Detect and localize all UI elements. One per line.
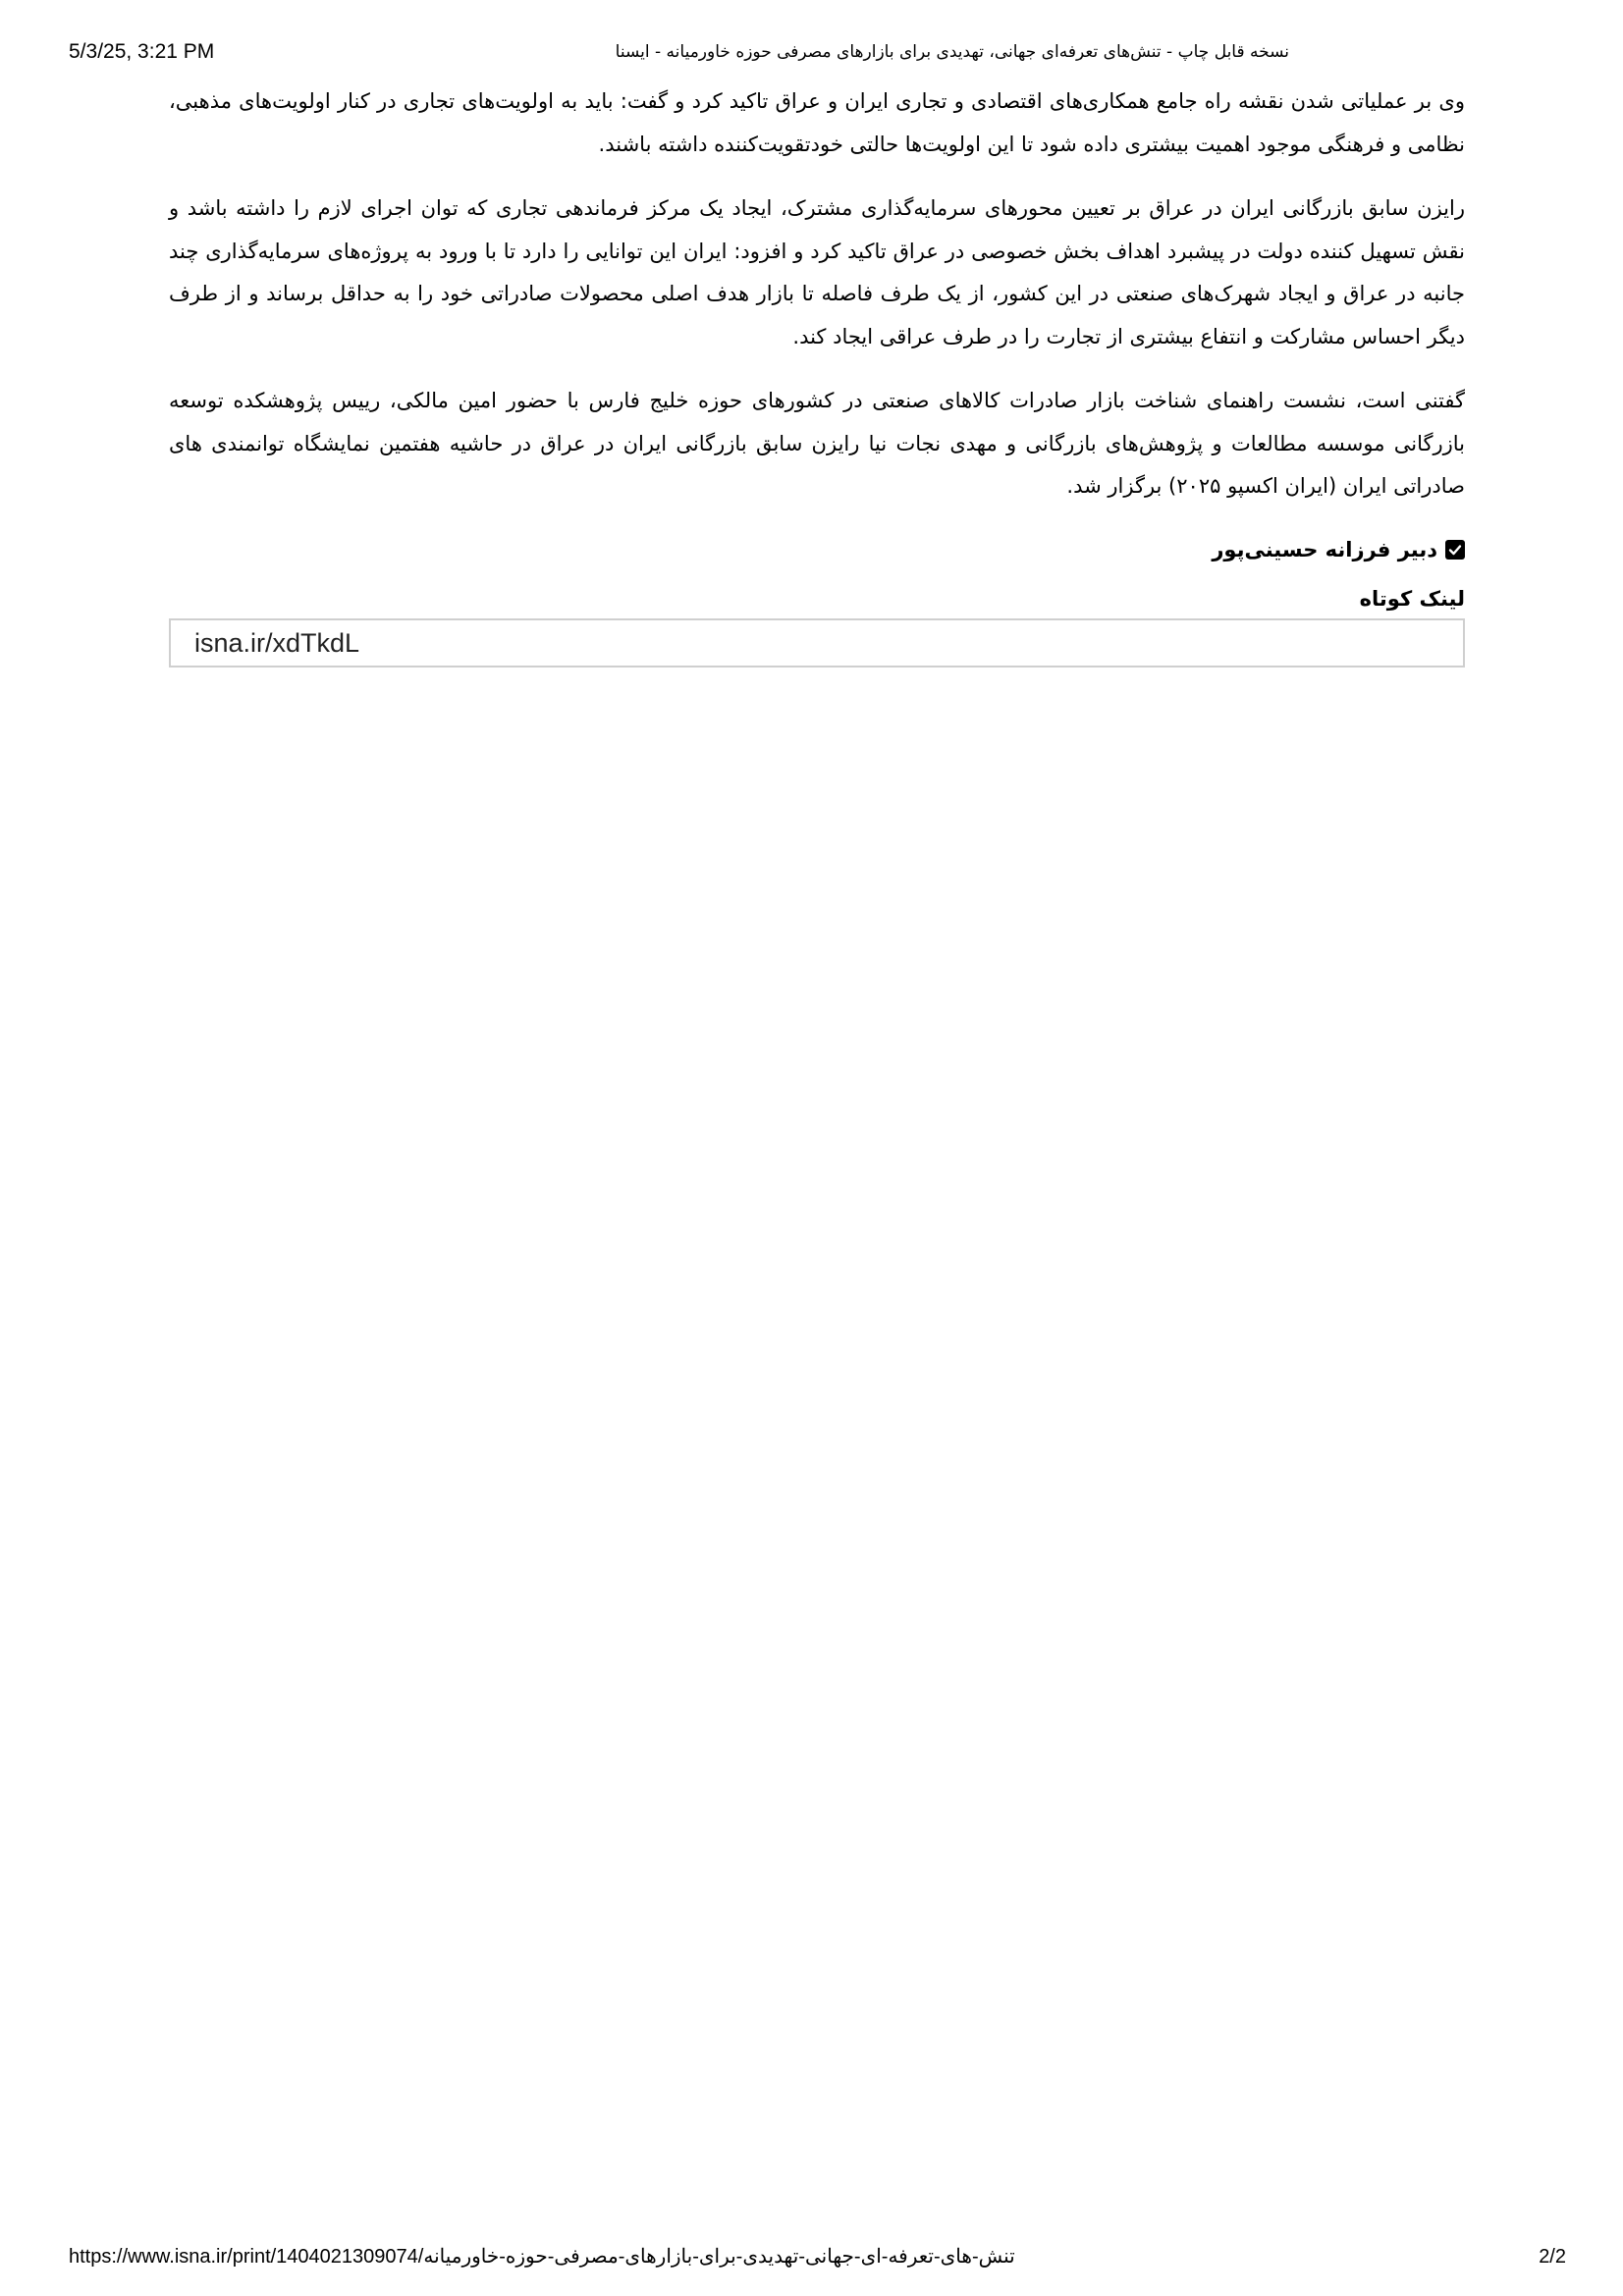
editor-byline — [169, 530, 1465, 569]
print-datetime: 5/3/25, 3:21 PM — [69, 40, 215, 63]
print-page-title: نسخه قابل چاپ - تنش‌های تعرفه‌ای جهانی، تهدیدی برای بازارهای مصرفی حوزه خاورمیانه - ایسنا — [615, 42, 1289, 62]
article-paragraph-3: گفتنی است، نشست راهنمای شناخت بازار صادرات کالاهای صنعتی در کشورهای حوزه خلیج فارس با حضور امین مالکی، رییس پژوهشکده توسعه بازرگانی موسسه مطالعات و پژوهش‌های بازرگانی و مهدی نجات نیا رایزن سابق بازرگانی ایران در عراق در حاشیه هفتمین نمایشگاه توانمندی های صادراتی ایران (ایران اکسپو ۲۰۲۵) برگزار شد. — [169, 389, 1465, 498]
article-paragraph-1: وی بر عملیاتی شدن نقشه راه جامع همکاری‌های اقتصادی و تجاری ایران و عراق تاکید کرد و گفت: باید به اولویت‌های تجاری در کنار اولویت‌های مذهبی، نظامی و فرهنگی موجود اهمیت بیشتری داده شود تا این اولویت‌ها حالتی خودتقویت‌کننده داشته باشند. — [169, 89, 1465, 156]
print-url: https://www.isna.ir/print/1404021309074/تنش-های-تعرفه-ای-جهانی-تهدیدی-برای-بازارهای-مصرفی-حوزه-خاورمیانه — [69, 2246, 1015, 2268]
page-number: 2/2 — [1539, 2246, 1566, 2268]
article-body — [169, 80, 1465, 667]
shortlink-field[interactable] — [169, 618, 1465, 667]
shortlink-label: لینک کوتاه — [1359, 586, 1465, 611]
article-paragraph-2: رایزن سابق بازرگانی ایران در عراق بر تعیین محورهای سرمایه‌گذاری مشترک، ایجاد یک مرکز فرماندهی تجاری که توان اجرای لازم را داشته باشد و نقش تسهیل کننده دولت در پیشبرد اهداف بخش خصوصی در عراق تاکید کرد و افزود: ایران این توانایی را دارد تا با ورود به پروژه‌های سرمایه‌گذاری چند جانبه در عراق و ایجاد شهرک‌های صنعتی در این کشور، از یک طرف فاصله تا بازار هدف اصلی محصولات صادراتی خود را به حداقل برساند و از طرف دیگر احساس مشارکت و انتفاع بیشتری از تجارت را در طرف عراقی ایجاد کند. — [169, 196, 1465, 348]
editor-name: دبیر فرزانه حسینی‌پور — [1212, 537, 1437, 561]
checkbox-checked-icon — [1445, 540, 1465, 560]
shortlink-value[interactable]: isna.ir/xdTkdL — [194, 627, 360, 658]
